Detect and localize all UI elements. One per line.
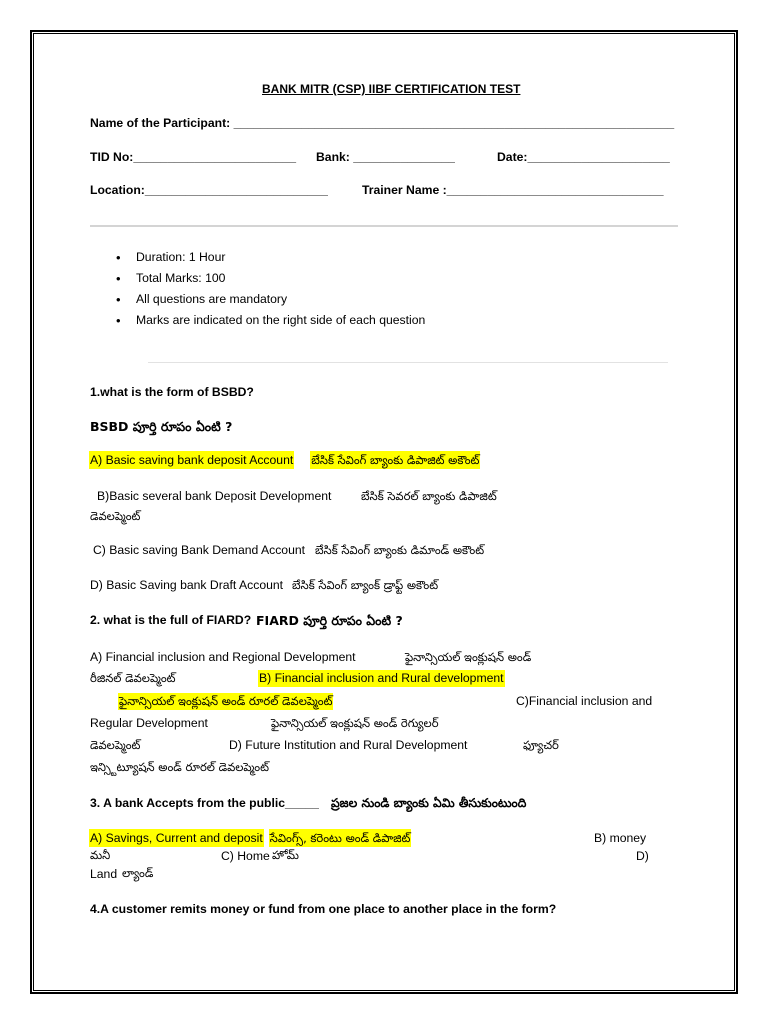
tid-field: TID No:________________________ xyxy=(90,150,296,164)
question-3: 3. A bank Accepts from the public_____ xyxy=(90,796,319,810)
location-field: Location:___________________________ xyxy=(90,183,328,197)
q3-option-a xyxy=(89,831,411,846)
q2-option-a-telugu-cont: రీజినల్ డెవలప్మెంట్ xyxy=(90,671,176,685)
q1-option-d-text: D) Basic Saving bank Draft Account xyxy=(90,578,284,592)
question-1: 1.what is the form of BSBD? xyxy=(90,385,254,399)
q1-option-d-telugu: బేసిక్ సేవింగ్ బ్యాంక్ డ్రాఫ్ట్ అకౌంట్ xyxy=(292,578,439,592)
question-4: 4.A customer remits money or fund from one place to another place in the form? xyxy=(90,902,557,916)
instruction-item: • Duration: 1 Hour xyxy=(116,247,425,268)
q1-option-b-telugu: బేసిక్ సెవరల్ బ్యాంకు డిపాజిట్ xyxy=(361,489,497,503)
q3-option-d-text: D) xyxy=(636,849,649,863)
q2-option-c-text-cont: Regular Development xyxy=(90,716,208,730)
bank-field: Bank: _______________ xyxy=(316,150,455,164)
q2-option-c-text: C)Financial inclusion and xyxy=(516,694,653,708)
question-2: 2. what is the full of FIARD? xyxy=(90,613,252,627)
date-field: Date:_____________________ xyxy=(497,150,670,164)
instructions-list xyxy=(116,247,425,331)
q2-option-b-text: B) Financial inclusion and Rural development xyxy=(259,671,504,685)
header-divider xyxy=(90,225,678,227)
q2-option-c-telugu-cont: డెవలప్మెంట్ xyxy=(90,738,141,752)
q3-option-c-telugu: హోమ్ xyxy=(272,848,299,862)
q2-option-d-telugu-cont: ఇన్స్టిట్యూషన్ అండ్ రూరల్ డెవలప్మెంట్ xyxy=(90,760,270,774)
document-title: BANK MITR (CSP) IIBF CERTIFICATION TEST xyxy=(262,82,521,96)
q1-option-c-text: C) Basic saving Bank Demand Account xyxy=(93,543,306,557)
participant-name-field: Name of the Participant: _________________________________________________________________ xyxy=(90,116,675,130)
q1-option-a xyxy=(89,453,480,468)
instruction-item: • All questions are mandatory xyxy=(116,289,425,310)
question-1-telugu: BSBD పూర్తి రూపం ఏంటి ? xyxy=(90,419,233,434)
q3-option-b-telugu: మనీ xyxy=(90,848,111,862)
q3-option-a-telugu: సేవింగ్స్, కరెంటు అండ్ డిపాజిట్ xyxy=(269,831,411,845)
trainer-name-field: Trainer Name :________________________________ xyxy=(362,183,664,197)
q1-option-a-telugu: బేసిక్ సేవింగ్ బ్యాంకు డిపాజిట్ అకౌంట్ xyxy=(311,453,480,467)
q2-option-a-text: A) Financial inclusion and Regional Development xyxy=(90,650,356,664)
q1-option-b-telugu-cont: డెవలప్మెంట్ xyxy=(90,509,141,523)
instruction-item: • Marks are indicated on the right side of each question xyxy=(116,310,425,331)
q2-option-b-telugu: ఫైనాన్సియల్ ఇంక్లుషన్ అండ్ రూరల్ డెవలప్మెంట్ xyxy=(119,694,333,708)
q3-option-c-text: C) Home xyxy=(221,849,270,863)
q1-option-c-telugu: బేసిక్ సేవింగ్ బ్యాంకు డిమాండ్ అకౌంట్ xyxy=(315,543,485,557)
q1-option-b-text: B)Basic several bank Deposit Development xyxy=(97,489,332,503)
q3-option-b-text: B) money xyxy=(594,831,647,845)
instructions-divider xyxy=(148,362,668,363)
question-3-telugu: ప్రజల నుండి బ్యాంకు ఏమి తీసుకుంటుంది xyxy=(331,796,527,810)
q3-option-d-text-cont: Land xyxy=(90,867,118,881)
q2-option-a-telugu: ఫైనాన్సియల్ ఇంక్లుషన్ అండ్ xyxy=(405,650,532,664)
q2-option-d-telugu: ఫ్యూచర్ xyxy=(523,738,559,752)
q3-option-a-text: A) Savings, Current and deposit xyxy=(90,831,263,845)
q1-option-a-text: A) Basic saving bank deposit Account xyxy=(90,453,294,467)
instruction-item: • Total Marks: 100 xyxy=(116,268,425,289)
q3-option-d-telugu: ల్యాండ్ xyxy=(122,866,154,880)
q2-option-c-telugu: ఫైనాన్సియల్ ఇంక్లుషన్ అండ్ రెగ్యులర్ xyxy=(271,716,439,730)
question-2-telugu: FIARD పూర్తి రూపం ఏంటి ? xyxy=(256,613,403,628)
q2-option-d-text: D) Future Institution and Rural Development xyxy=(229,738,468,752)
